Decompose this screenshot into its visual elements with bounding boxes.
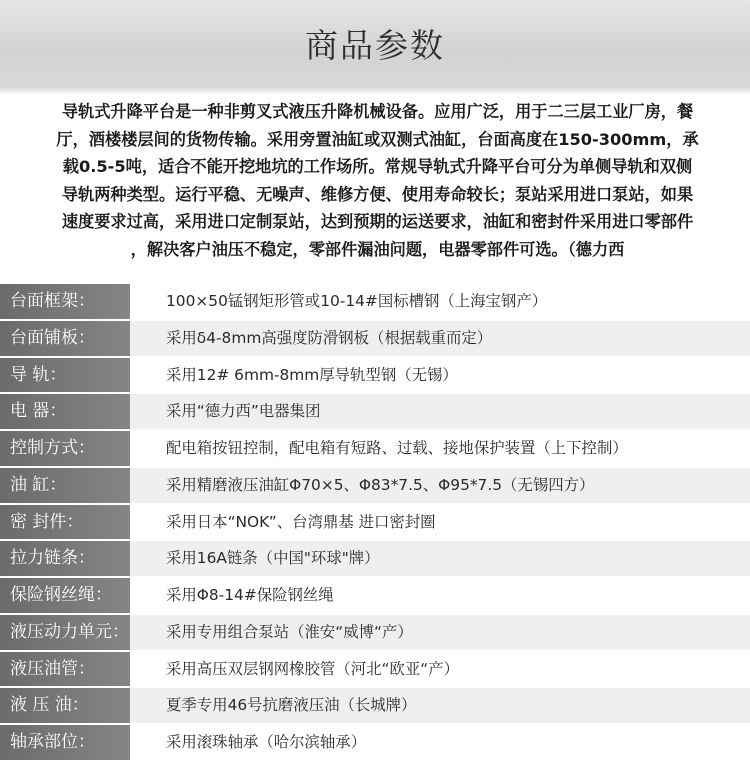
description-line: 速度要求过高，采用进口定制泵站，达到预期的运送要求，油缸和密封件采用进口零部件: [61, 212, 694, 232]
spec-value: 采用日本“NOK”、台湾鼎基 进口密封圈: [130, 505, 750, 540]
spec-value: 采用精磨液压油缸Φ70×5、Φ83*7.5、Φ95*7.5（无锡四方）: [130, 468, 750, 503]
spec-label: 油 缸：: [0, 468, 130, 503]
spec-row: [0, 541, 750, 578]
spec-label: 液 压 油：: [0, 688, 130, 723]
spec-row: [0, 358, 750, 395]
spec-label: 保险钢丝绳：: [0, 578, 130, 613]
spec-row: [0, 468, 750, 505]
spec-value: 配电箱按钮控制，配电箱有短路、过载、接地保护装置（上下控制）: [130, 431, 750, 466]
spec-row: [0, 725, 750, 762]
spec-row: [0, 394, 750, 431]
page-title: 商品参数: [305, 26, 445, 65]
spec-label: 密 封件：: [0, 505, 130, 540]
spec-row: [0, 321, 750, 358]
spec-label: 控制方式：: [0, 431, 130, 466]
description-line: 导轨两种类型。运行平稳、无噪声、维修方便、使用寿命较长；泵站采用进口泵站，如果: [61, 184, 694, 204]
spec-value: 采用Φ8-14#保险钢丝绳: [130, 578, 750, 613]
spec-label: 台面铺板：: [0, 321, 130, 356]
spec-row: [0, 284, 750, 321]
spec-value: 采用16A链条（中国"环球"牌）: [130, 541, 750, 576]
spec-value: 夏季专用46号抗磨液压油（长城牌）: [130, 688, 750, 723]
spec-value: 100×50锰钢矩形管或10-14#国标槽钢（上海宝钢产）: [130, 284, 750, 319]
spec-row: [0, 652, 750, 689]
spec-row: [0, 431, 750, 468]
spec-row: [0, 688, 750, 725]
spec-label: 拉力链条：: [0, 541, 130, 576]
spec-label: 液压油管：: [0, 652, 130, 687]
spec-value: 采用12# 6mm-8mm厚导轨型钢（无锡）: [130, 358, 750, 393]
spec-label: 电 器：: [0, 394, 130, 429]
description-line: ，解决客户油压不稳定，零部件漏油问题，电器零部件可选。（德力西: [130, 239, 625, 259]
description-line: 导轨式升降平台是一种非剪叉式液压升降机械设备。应用广泛，用于二三层工业厂房，餐: [61, 102, 694, 121]
product-description: [10, 98, 745, 264]
spec-table: [0, 284, 750, 762]
spec-value: 采用“德力西”电器集团: [130, 394, 750, 429]
description-line: 厅，酒楼楼层间的货物传输。采用旁置油缸或双测式油缸，台面高度在150-300mm，承: [56, 129, 699, 149]
spec-label: 导 轨：: [0, 358, 130, 393]
spec-value: 采用δ4-8mm高强度防滑钢板（根据载重而定）: [130, 321, 750, 356]
spec-row: [0, 615, 750, 652]
spec-value: 采用高压双层钢网橡胶管（河北“欧亚“产）: [130, 652, 750, 687]
description-line: 载0.5-5吨，适合不能开挖地坑的工作场所。常规导轨式升降平台可分为单侧导轨和双侧: [62, 157, 693, 177]
spec-label: 台面框架：: [0, 284, 130, 319]
spec-value: 采用专用组合泵站（淮安“威博“产）: [130, 615, 750, 650]
spec-row: [0, 505, 750, 542]
spec-label: 液压动力单元：: [0, 615, 130, 650]
spec-value: 采用滚珠轴承（哈尔滨轴承）: [130, 725, 750, 760]
spec-row: [0, 578, 750, 615]
spec-label: 轴承部位：: [0, 725, 130, 760]
